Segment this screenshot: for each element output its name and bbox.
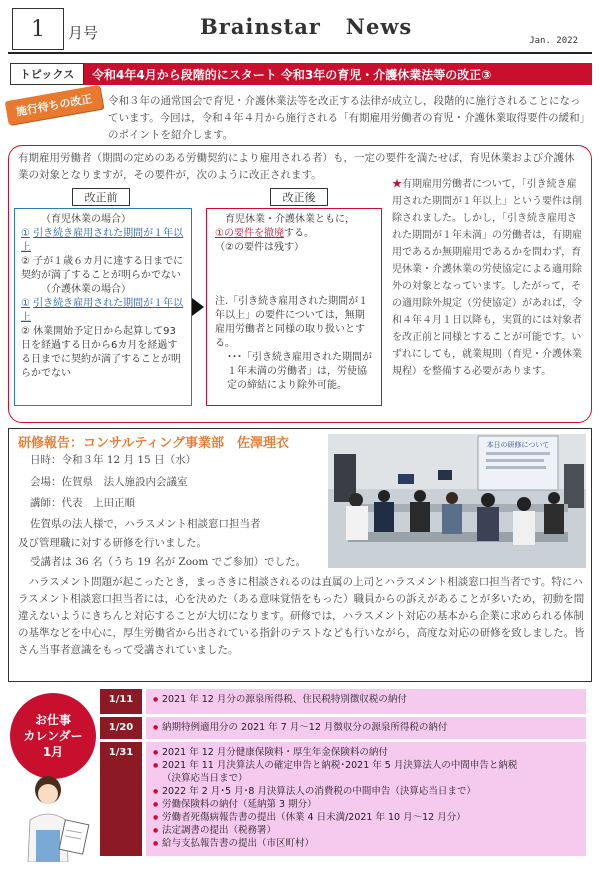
pending-amendment-badge: 施行待ちの改正 [5, 85, 104, 125]
calendar-item: ● 2021 年 11 月決算法人の確定申告と納税･2021 年 5 月決算法人の中間申告と納税 [162, 759, 580, 772]
req-num: ① [21, 228, 30, 239]
calendar-item: ● 2021 年 12 月分の源泉所得税、住民税特別徴収税の納付 [162, 693, 580, 706]
calendar-entry-2 [146, 717, 586, 739]
req-num: ① [21, 298, 30, 309]
after-line-2-rest: する。 [283, 228, 314, 239]
calendar-item: ● 労働保険料の納付（延納第 3 期分） [162, 798, 580, 811]
screen-text: 本日の研修について [486, 441, 550, 449]
before-childcare-req-2 [21, 255, 185, 283]
after-requirements-box [206, 208, 382, 406]
office-worker-illustration [18, 770, 96, 862]
right-arrow-icon [192, 298, 204, 316]
before-care-req-2 [21, 325, 185, 381]
training-date: 日時：令和３年 12 月 15 日（水） [30, 454, 197, 466]
calendar-item-continuation-text: （決算応当日まで） [162, 773, 248, 784]
calendar-item: ● 2022 年 2 月･5 月･8 月決算法人の消費税の中間申告（決算応当日まで） [162, 785, 580, 798]
calendar-date-1: 1/11 [100, 689, 142, 714]
calendar-badge-line-3: 1月 [42, 745, 64, 759]
calendar-item: ● 法定調書の提出（税務署） [162, 824, 580, 837]
training-body-2: 及び管理職に対する研修を行いました。 [18, 537, 207, 549]
training-venue: 会場：佐賀県 法人施設内会議室 [30, 476, 188, 488]
calendar-item: ● 2021 年 12 月分健康保険料・厚生年金保険料の納付 [162, 746, 580, 759]
after-note: 注.「引き続き雇用された期間が１年以上」の要件については，無期雇用労働者と同様の取り扱いとする。 [215, 296, 369, 349]
issue-date: Jan. 2022 [529, 36, 578, 46]
before-care-req-1 [21, 297, 185, 325]
before-requirements-box [14, 208, 192, 406]
calendar-item-continuation [162, 772, 580, 785]
topics-tag: トピックス [10, 63, 84, 85]
spacer [215, 255, 373, 295]
training-report-title: 研修報告：コンサルティング事業部 佐澤理衣 [18, 436, 290, 451]
header-divider [8, 52, 592, 54]
calendar-badge-line-1: お仕事 [34, 713, 71, 727]
training-lecturer: 講師：代表 上田正順 [30, 497, 135, 509]
after-line-3: （②の要件は残す） [215, 242, 304, 253]
calendar-date-3: 1/31 [100, 742, 142, 856]
training-body-4: ハラスメント問題が起こったとき，まっさきに相談されるのは直属の上司とハラスメント相談窓口担当者です。特にハラスメント相談窓口担当者には，心を決めた（ある意味覚悟をもった）職員からの訴えがあることが多いため，初動を間違えないようにきちんと対応することが大切になります。研修では，ハラスメント対応の基本から企業に求められる体制の基準などを中心に，厚生労働省から出されている指針のテストなども行いながら，高度な対応の研修を致しました。皆さん当事者意識をもって受講されていました。 [18, 576, 585, 656]
after-note-2: ･･･「引き続き雇用された期間が１年未満の労働者」は，労使協定の締結により除外可能。 [227, 352, 372, 391]
training-photo-illustration [328, 434, 586, 568]
newsletter-title: Brainstar News [200, 14, 413, 39]
issue-number-box: 1 [12, 8, 64, 50]
after-line-2 [215, 227, 373, 241]
topics-headline: 令和4年4月から段階的にスタート 令和3年の育児・介護休業法等の改正③ [84, 63, 592, 85]
calendar-date-2: 1/20 [100, 717, 142, 739]
calendar-item: ● 労働者死傷病報告書の提出（休業 4 日未満/2021 年 10 月～12 月分） [162, 811, 580, 824]
work-calendar-badge [10, 693, 96, 779]
issue-suffix: 月号 [68, 24, 99, 42]
after-line-1: 育児休業・介護休業ともに， [225, 214, 355, 225]
req-text: 休業開始予定日から起算して93日を経過する日から6カ月を経過する日までに契約が満了することが明らかでない [21, 326, 181, 379]
calendar-badge-line-2: カレンダー [23, 729, 83, 743]
calendar-entry-1 [146, 689, 586, 714]
care-heading: （介護休業の場合） [41, 284, 131, 295]
training-body-1: 佐賀県の法人様で，ハラスメント相談窓口担当者 [30, 518, 261, 530]
side-note-text: 有期雇用労働者について，「引き続き雇用された期間が１年以上」という要件は削除されました。しかし，「引き続き雇用された期間が１年未満」の労働者は，有期雇用であるか無期雇用であるかを問わず，育児休業・介護休業の労使協定による適用除外の対象となっています。したがって，その適用除外規定（労使協定）があれば，令和４年４月１日以降も，実質的には対象者を改正前と同様とすることが可能です。いずれにしても，就業規則（育児・介護休業規程）を整備する必要があります。 [392, 179, 582, 377]
req-text: 引き続き雇用された期間が１年以上 [21, 228, 184, 253]
req-num: ② [21, 256, 30, 267]
after-label: 改正後 [270, 188, 328, 206]
childcare-heading: （育児休業の場合） [41, 214, 131, 225]
amendment-lead: 有期雇用労働者（期間の定めのある労働契約により雇用される者）も，一定の要件を満たせば，育児休業および介護休業の対象となりますが，その要件が，次のように改正されます。 [18, 152, 575, 181]
before-label: 改正前 [72, 188, 130, 206]
req-text: 引き続き雇用された期間が１年以上 [21, 298, 184, 323]
side-note [392, 176, 582, 380]
before-childcare-req-1 [21, 227, 185, 255]
req-text: 子が１歳６カ月に達する日までに契約が満了することが明らかでない [21, 256, 184, 281]
calendar-item: ● 給与支払報告書の提出（市区町村） [162, 837, 580, 850]
calendar-item: ● 納期特例適用分の 2021 年 7 月～12 月徴収分の源泉所得税の納付 [162, 721, 580, 734]
topics-intro: 令和３年の通常国会で育児・介護休業法等を改正する法律が成立し，段階的に施行されることになっています。今回は，令和４年４月から施行される「有期雇用労働者の育児・介護休業取得要件の緩和」のポイントを紹介します。 [108, 95, 585, 141]
training-photo [328, 434, 586, 568]
abolish-text: ①の要件を撤廃 [215, 228, 284, 239]
calendar-entry-3 [146, 742, 586, 856]
req-num: ② [21, 326, 30, 337]
star-icon: ★ [392, 179, 402, 190]
training-body-3: 受講者は 36 名（うち 19 名が Zoom でご参加）でした。 [30, 556, 307, 568]
